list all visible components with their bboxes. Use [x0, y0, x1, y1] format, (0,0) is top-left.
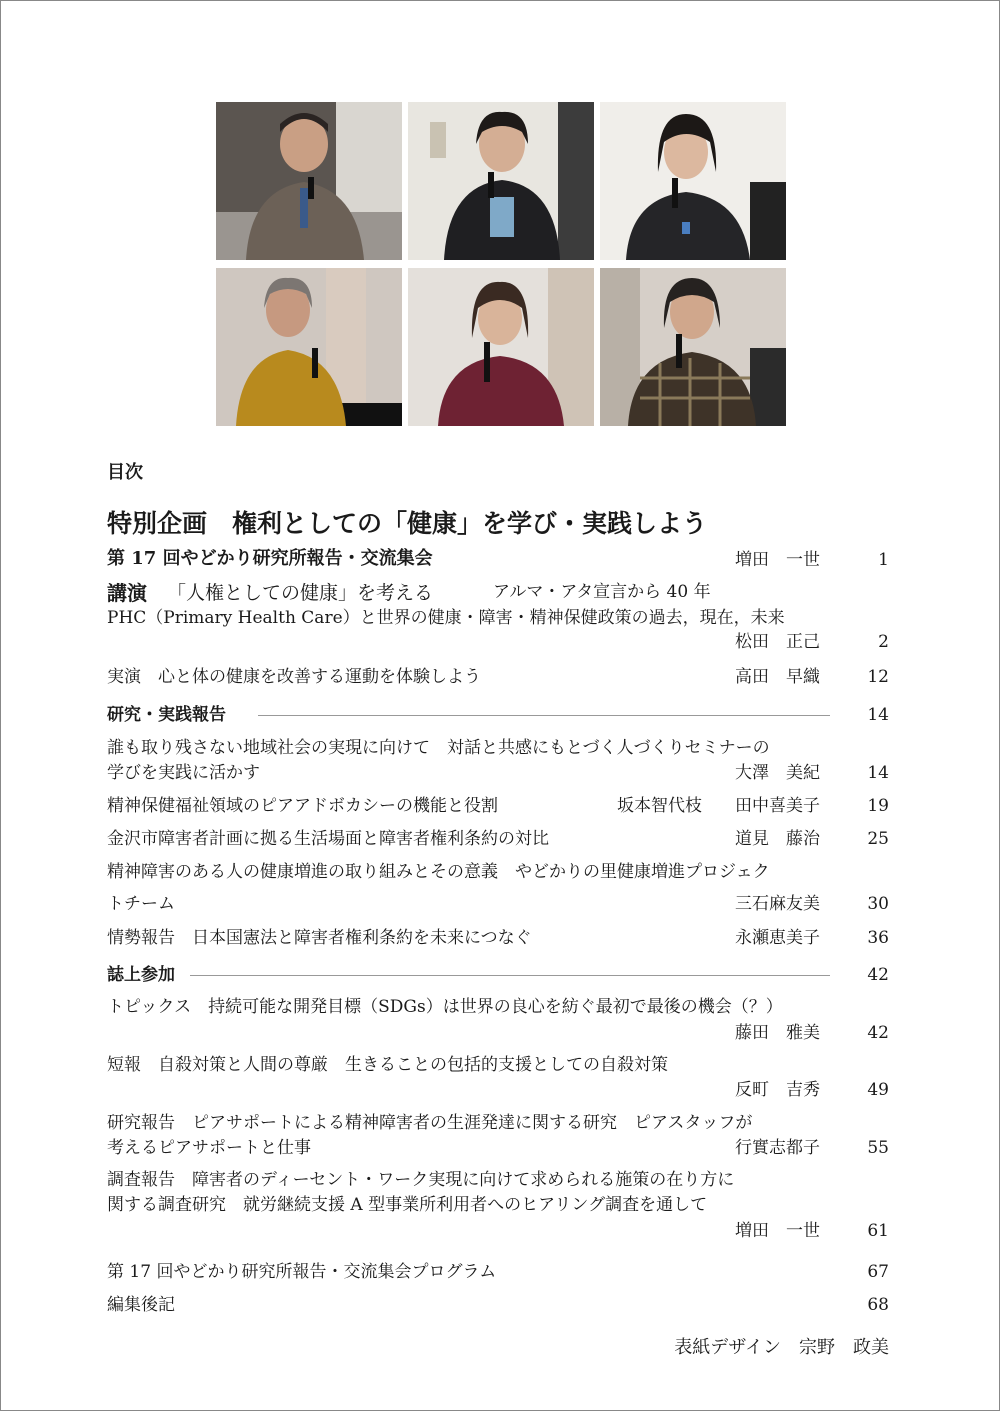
feature-title: 特別企画 権利としての「健康」を学び・実践しよう — [107, 509, 708, 538]
speaker-photo-5 — [408, 268, 594, 426]
toc-entry-title: 研究報告 ピアサポートによる精神障害者の生涯発達に関する研究 ピアスタッフが — [107, 1113, 753, 1133]
toc-entry-author: 田中喜美子 — [735, 796, 820, 816]
toc-entry-author: 藤田 雅美 — [735, 1023, 820, 1043]
toc-entry-page: 36 — [867, 928, 889, 948]
toc-entry-author: 三石麻友美 — [735, 894, 820, 914]
toc-entry-page: 55 — [867, 1138, 889, 1158]
toc-entry-page: 49 — [867, 1080, 889, 1100]
toc-entry-title-cont: トチーム — [107, 894, 175, 914]
toc-entry-author: 坂本智代枝 — [617, 796, 702, 816]
speaker-photo-2 — [408, 102, 594, 260]
speaker-photo-1 — [216, 102, 402, 260]
feature-subtitle: 第 17 回やどかり研究所報告・交流集会 — [107, 548, 433, 569]
toc-entry-title: 金沢市障害者計画に拠る生活場面と障害者権利条約の対比 — [107, 829, 549, 849]
research-section-heading: 研究・実践報告 — [107, 705, 226, 725]
toc-entry-title: 調査報告 障害者のディーセント・ワーク実現に向けて求められる施策の在り方に — [107, 1170, 735, 1190]
toc-entry-title-cont: 考えるピアサポートと仕事 — [107, 1138, 311, 1158]
lecture-author: 松田 正己 — [735, 632, 820, 652]
toc-entry-author: 永瀬恵美子 — [735, 928, 820, 948]
lecture-title: 「人権としての健康」を考える — [167, 582, 434, 604]
postscript-title: 編集後記 — [107, 1295, 175, 1315]
toc-entry-title: トピックス 持続可能な開発目標（SDGs）は世界の良心を紡ぐ最初で最後の機会（？） — [107, 997, 783, 1017]
cover-photo-grid — [216, 102, 786, 426]
program-page: 67 — [867, 1262, 889, 1282]
journal-section-page: 42 — [867, 965, 889, 985]
lecture-line2: PHC（Primary Health Care）と世界の健康・障害・精神保健政策の過去，現在，未来 — [107, 608, 785, 628]
lecture-page: 2 — [878, 632, 889, 652]
toc-entry-page: 61 — [867, 1221, 889, 1241]
toc-entry-page: 14 — [867, 763, 889, 783]
toc-entry-author: 増田 一世 — [735, 1221, 820, 1241]
feature-subtitle-page: 1 — [878, 550, 889, 570]
toc-entry-title-cont: 学びを実践に活かす — [107, 763, 260, 783]
toc-entry-title: 精神障害のある人の健康増進の取り組みとその意義 やどかりの里健康増進プロジェク — [107, 862, 770, 882]
toc-entry-title: 短報 自殺対策と人間の尊厳 生きることの包括的支援としての自殺対策 — [107, 1055, 668, 1075]
toc-entry-page: 42 — [867, 1023, 889, 1043]
journal-section-rule — [190, 975, 830, 976]
practice-page: 12 — [867, 667, 889, 687]
research-section-rule — [258, 715, 830, 716]
toc-heading: 目次 — [107, 462, 143, 483]
practice-title: 実演 心と体の健康を改善する運動を体験しよう — [107, 667, 481, 687]
toc-entry-page: 19 — [867, 796, 889, 816]
speaker-photo-6 — [600, 268, 786, 426]
toc-entry-author: 大澤 美紀 — [735, 763, 820, 783]
speaker-photo-4 — [216, 268, 402, 426]
speaker-photo-3 — [600, 102, 786, 260]
toc-entry-author: 道見 藤治 — [735, 829, 820, 849]
lecture-label: 講演 — [107, 581, 147, 605]
toc-entry-page: 25 — [867, 829, 889, 849]
practice-author: 高田 早織 — [735, 667, 820, 687]
toc-entry-page: 30 — [867, 894, 889, 914]
program-title: 第 17 回やどかり研究所報告・交流集会プログラム — [107, 1262, 497, 1282]
feature-subtitle-author: 増田 一世 — [735, 550, 820, 570]
lecture-title-sub: アルマ・アタ宣言から 40 年 — [493, 582, 711, 602]
toc-entry-title-cont: 関する調査研究 就労継続支援 A 型事業所利用者へのヒアリング調査を通して — [107, 1195, 708, 1215]
toc-entry-title: 精神保健福祉領域のピアアドボカシーの機能と役割 — [107, 796, 498, 816]
journal-section-heading: 誌上参加 — [107, 965, 175, 985]
toc-entry-title: 情勢報告 日本国憲法と障害者権利条約を未来につなぐ — [107, 928, 532, 948]
toc-entry-author: 行實志都子 — [735, 1138, 820, 1158]
toc-entry-author: 反町 吉秀 — [735, 1080, 820, 1100]
research-section-page: 14 — [867, 705, 889, 725]
cover-design-credit: 表紙デザイン 宗野 政美 — [674, 1337, 889, 1358]
toc-entry-title: 誰も取り残さない地域社会の実現に向けて 対話と共感にもとづく人づくりセミナーの — [107, 738, 770, 758]
postscript-page: 68 — [867, 1295, 889, 1315]
